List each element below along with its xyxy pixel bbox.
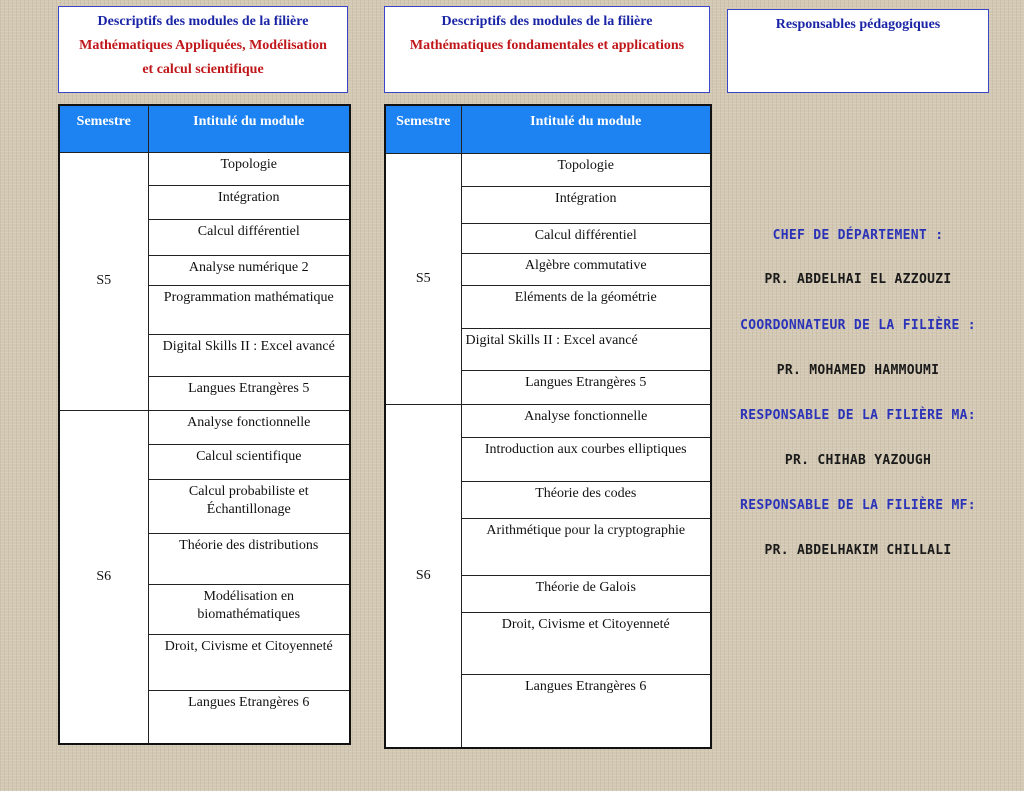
module-cell: Langues Etrangères 5 <box>148 376 350 410</box>
modules-table-mf <box>384 104 712 749</box>
module-cell: Langues Etrangères 6 <box>461 674 711 748</box>
module-cell: Droit, Civisme et Citoyenneté <box>461 612 711 674</box>
ma-header-box <box>58 6 348 93</box>
responsables-header-box <box>727 9 989 93</box>
module-cell: Calcul scientifique <box>148 444 350 479</box>
module-cell: Langues Etrangères 5 <box>461 370 711 404</box>
ma-header-line3: et calcul scientifique <box>142 62 264 77</box>
responsable-role: RESPONSABLE DE LA FILIÈRE MA: <box>740 408 976 423</box>
responsable-name: PR. ABDELHAKIM CHILLALI <box>764 543 952 558</box>
module-cell: Analyse fonctionnelle <box>461 404 711 437</box>
modules-table-ma <box>58 104 351 745</box>
module-cell: Intégration <box>461 186 711 223</box>
responsable-role: CHEF DE DÉPARTEMENT : <box>772 228 944 243</box>
module-cell: Eléments de la géométrie <box>461 285 711 328</box>
module-cell: Calcul probabiliste et Échantillonage <box>148 479 350 533</box>
column-header-module: Intitulé du module <box>148 105 350 152</box>
column-header-semester: Semestre <box>385 105 461 153</box>
module-cell: Topologie <box>461 153 711 186</box>
module-cell: Arithmétique pour la cryptographie <box>461 518 711 575</box>
responsable-name: PR. CHIHAB YAZOUGH <box>784 453 932 468</box>
responsables-title: Responsables pédagogiques <box>775 17 941 32</box>
module-cell: Programmation mathématique <box>148 285 350 334</box>
mf-header-line2: Mathématiques fondamentales et applications <box>409 38 685 53</box>
semester-s5: S5 <box>385 153 461 404</box>
semester-s5: S5 <box>59 152 148 410</box>
module-cell: Analyse fonctionnelle <box>148 410 350 444</box>
semester-s6: S6 <box>385 404 461 748</box>
module-cell: Analyse numérique 2 <box>148 255 350 285</box>
module-cell: Langues Etrangères 6 <box>148 690 350 744</box>
module-cell: Intégration <box>148 185 350 219</box>
responsable-name: PR. MOHAMED HAMMOUMI <box>776 363 940 378</box>
mf-header-line1: Descriptifs des modules de la filière <box>441 14 653 29</box>
responsable-name: PR. ABDELHAI EL AZZOUZI <box>764 272 952 287</box>
responsable-role: RESPONSABLE DE LA FILIÈRE MF: <box>740 498 976 513</box>
column-header-module: Intitulé du module <box>461 105 711 153</box>
module-cell: Théorie des codes <box>461 481 711 518</box>
module-cell: Topologie <box>148 152 350 185</box>
module-cell: Digital Skills II : Excel avancé <box>461 328 711 370</box>
ma-header-line1: Descriptifs des modules de la filière <box>97 14 309 29</box>
module-cell: Calcul différentiel <box>461 223 711 253</box>
semester-s6: S6 <box>59 410 148 744</box>
module-cell: Digital Skills II : Excel avancé <box>148 334 350 376</box>
module-cell: Théorie des distributions <box>148 533 350 584</box>
module-cell: Théorie de Galois <box>461 575 711 612</box>
ma-header-line2: Mathématiques Appliquées, Modélisation <box>79 38 327 53</box>
module-cell: Calcul différentiel <box>148 219 350 255</box>
module-cell: Modélisation en biomathématiques <box>148 584 350 634</box>
module-cell: Droit, Civisme et Citoyenneté <box>148 634 350 690</box>
module-cell: Introduction aux courbes elliptiques <box>461 437 711 481</box>
column-header-semester: Semestre <box>59 105 148 152</box>
responsable-role: COORDONNATEUR DE LA FILIÈRE : <box>740 318 976 333</box>
module-cell: Algèbre commutative <box>461 253 711 285</box>
mf-header-box <box>384 6 710 93</box>
